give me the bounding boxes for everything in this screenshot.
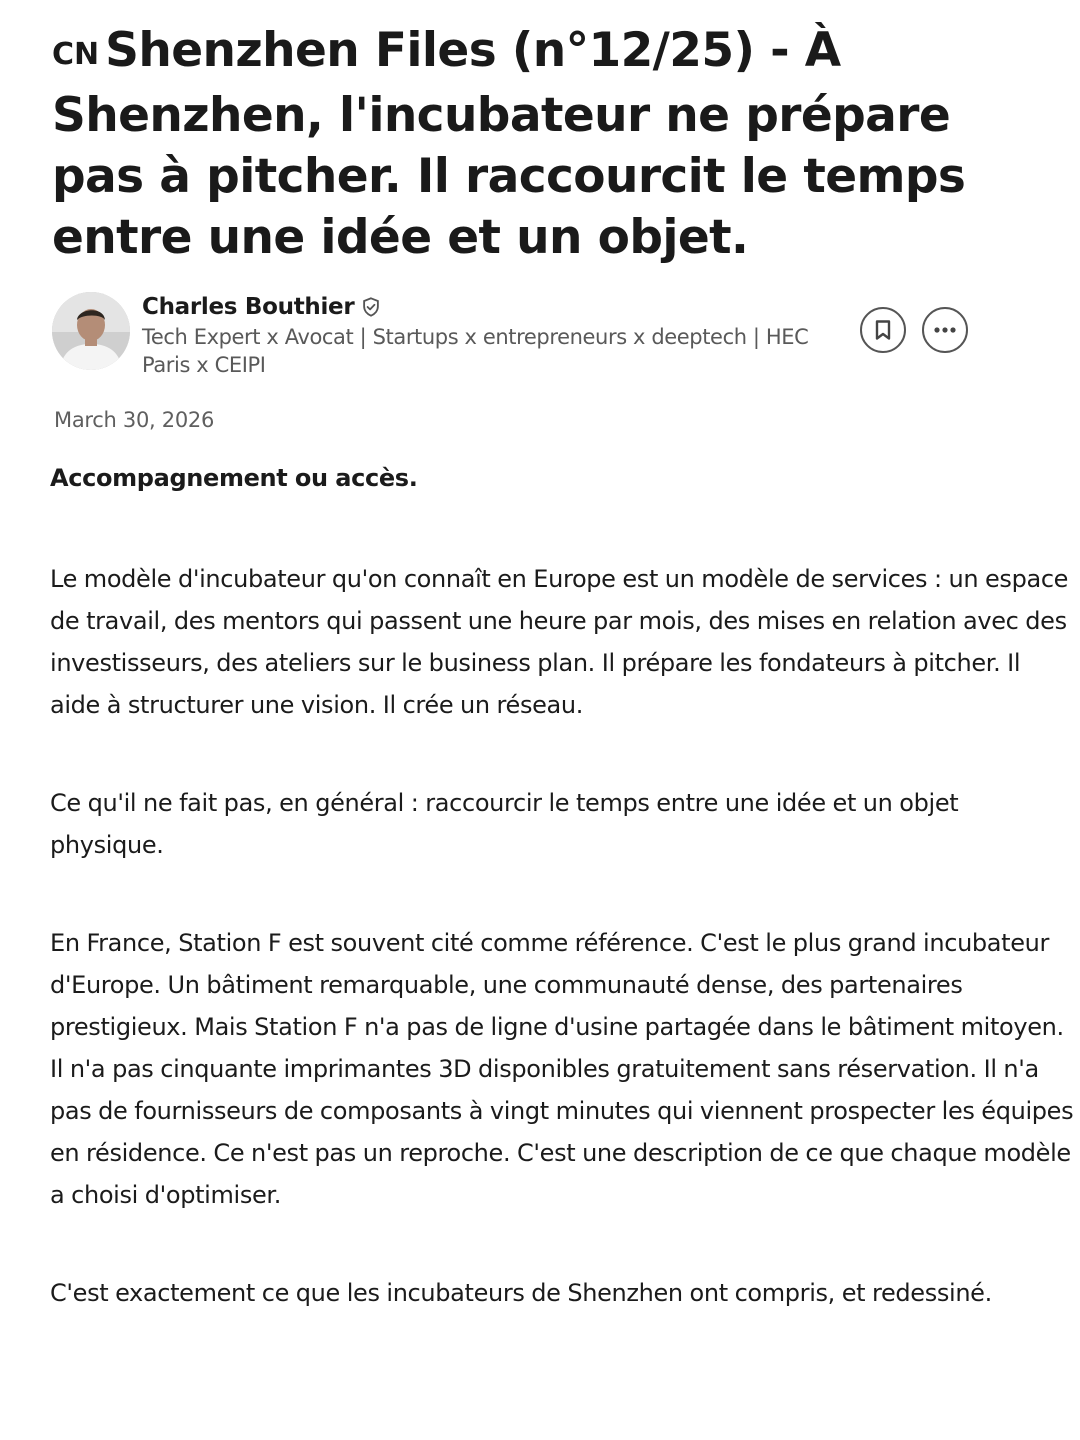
publish-date: March 30, 2026 [54,408,215,432]
save-article-button[interactable] [860,307,906,353]
article-paragraph: Le modèle d'incubateur qu'on connaît en Europe est un modèle de services : un espace de travail, des mentors qui passent une heure par mois, des mises en relation avec des investisseurs, des ateliers sur le business plan. Il prépare les fondateurs à pitcher. Il aide à structurer une vision. Il crée un réseau. [50,565,1069,719]
avatar-photo-icon [52,292,130,370]
article-paragraph: C'est exactement ce que les incubateurs de Shenzhen ont compris, et redessiné. [50,1279,992,1307]
article-paragraph: Ce qu'il ne fait pas, en général : raccourcir le temps entre une idée et un objet physique. [50,789,959,859]
article-paragraph: En France, Station F est souvent cité comme référence. C'est le plus grand incubateur d'Europe. Un bâtiment remarquable, une communauté dense, des partenaires prestigieux. Mais Station F n'a pas de ligne d'usine partagée dans le bâtiment mitoyen. Il n'a pas cinquante imprimantes 3D disponibles gratuitement sans réservation. Il n'a pas de fournisseurs de composants à vingt minutes qui viennent prospecter les équipes en résidence. Ce n'est pas un reproche. C'est une description de ce que chaque modèle a choisi d'optimiser. [50,929,1074,1209]
author-block [52,292,1032,382]
china-flag-label: CN [52,37,100,72]
article-title-text: Shenzhen Files (n°12/25) - À Shenzhen, l'incubateur ne prépare pas à pitcher. Il raccourcit le temps entre une idée et un objet. [52,23,966,265]
author-name[interactable]: Charles Bouthier [142,294,355,320]
more-options-button[interactable] [922,307,968,353]
more-options-icon [933,326,957,334]
article-lead: Accompagnement ou accès. [50,464,418,492]
author-avatar[interactable] [52,292,130,370]
article-body [50,460,1075,1314]
author-info [142,292,842,379]
bookmark-icon [873,319,893,341]
verified-badge-icon [360,296,382,318]
author-headline: Tech Expert x Avocat | Startups x entrepreneurs x deeptech | HEC Paris x CEIPI [142,325,809,377]
article-title [52,20,1052,268]
author-name-row [142,292,842,322]
